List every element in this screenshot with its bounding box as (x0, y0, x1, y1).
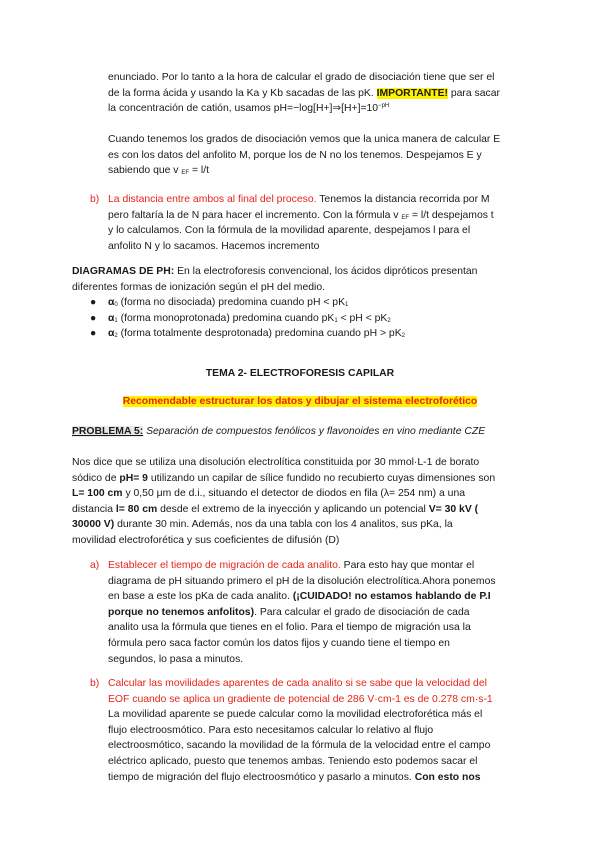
list-marker-b: b) (90, 194, 100, 205)
bullet-icon: ● (90, 297, 97, 308)
subscript: 2 (387, 317, 391, 324)
text-span: desde el extremo de la inyección y aplicando un potencial (160, 503, 426, 515)
text-span: (forma monoprotonada) predomina cuando pK (120, 312, 335, 324)
text-span: < pH < pK (340, 312, 388, 324)
text-line (108, 692, 528, 708)
bold-value: pH= 9 (119, 472, 148, 484)
text-span: anfolito N y lo sacamos. Hacemos incremento (108, 240, 320, 252)
text-line (108, 676, 528, 692)
tema-title: TEMA 2- ELECTROFORESIS CAPILAR (205, 368, 395, 379)
text-span: utilizando un capilar de sílice fundido no recubierto cuyas dimensiones son (150, 472, 496, 484)
text-span: durante 30 min. Además, nos da una tabla con los 4 analitos, sus pKa, la (117, 519, 453, 531)
section-tema (72, 366, 528, 382)
text-span: segundos, lo pasa a minutos. (108, 653, 244, 665)
subscript: EF (181, 170, 190, 177)
text-span: y 0,50 μm de d.i., situando el detector de diodos en fila (λ= 254 nm) a una (125, 488, 465, 500)
text-line (108, 101, 528, 117)
red-heading: Establecer el tiempo de migración de cada analito. (108, 560, 341, 571)
text-line (108, 239, 528, 255)
text-line (108, 70, 528, 86)
recommend-line (72, 394, 528, 410)
text-line (108, 86, 528, 102)
text-line (72, 471, 528, 487)
bold-warning: porque no tenemos anfolitos) (108, 606, 255, 618)
text-span: = l/t (191, 165, 209, 177)
text-span: electroosmótico, sacando la movilidad de la fórmula de la velocidad entre el campo (108, 740, 491, 752)
text-line (108, 707, 528, 723)
text-line (72, 517, 528, 533)
paragraph-enunciado (108, 70, 528, 117)
list-item (90, 326, 528, 342)
text-line (108, 605, 528, 621)
text-span: (forma totalmente desprotonada) predomina cuando pH > pK (120, 328, 402, 340)
text-span: sódico de (72, 472, 117, 484)
list-marker-b2: b) (90, 678, 100, 689)
text-span: enunciado. Por lo tanto a la hora de calcular el grado de disociación tiene que ser el (108, 72, 495, 83)
text-line (108, 558, 528, 574)
text-line (108, 738, 528, 754)
important-highlight: IMPORTANTE! (376, 87, 448, 99)
subscript: 1 (334, 317, 338, 324)
text-line (72, 455, 528, 471)
alpha-symbol: α (108, 328, 115, 340)
red-heading: Calcular las movilidades aparentes de cada analito si se sabe que la velocidad del (108, 678, 487, 689)
item-b-movilidades (108, 676, 528, 785)
text-line (108, 652, 528, 668)
text-span: tiempo de migración del flujo electroosmótico y pasarlo a minutos. (108, 771, 412, 783)
text-span: de la forma ácida y usando la Ka y Kb sacadas de las pK. (108, 87, 374, 99)
text-line (72, 486, 528, 502)
text-line (72, 424, 528, 440)
text-line (108, 636, 528, 652)
subscript: 0 (114, 302, 118, 308)
subscript: EF (401, 214, 410, 221)
text-span: Nos dice que se utiliza una disolución electrolítica constituida por 30 mmol·L-1 de borato (72, 457, 480, 468)
text-span: Cuando tenemos los grados de disociación vemos que la unica manera de calcular E (108, 134, 501, 145)
text-line (108, 770, 528, 786)
bullet-list (90, 295, 528, 342)
bold-value: 30000 V) (72, 519, 115, 531)
text-line (108, 754, 528, 770)
text-line (72, 394, 528, 410)
text-line (72, 264, 528, 280)
bold-warning: (¡CUIDADO! no estamos hablando de P.I (292, 591, 491, 603)
bold-value: l= 80 cm (115, 503, 158, 515)
subscript: 2 (114, 333, 118, 340)
alpha-symbol: α (108, 312, 115, 324)
text-span: la concentración de catión, usamos pH=−log[H+]⇒[H+]=10 (108, 103, 379, 115)
text-span: (forma no disociada) predomina cuando pH < pK (120, 297, 346, 308)
bullet-icon: ● (90, 312, 97, 324)
item-b-distancia (108, 192, 528, 254)
text-span: flujo electroosmótico. Para esto necesitamos calcular lo relativo al flujo (108, 724, 434, 736)
text-line (108, 163, 528, 179)
text-span: eléctrico aplicado, puesto que tenemos ambas. Teniendo esto podemos sacar el (108, 755, 478, 767)
bold-value: Con esto nos (414, 771, 481, 783)
text-span: en base a este los pKa de cada analito. (108, 591, 290, 603)
text-line (108, 574, 528, 590)
text-span: diagrama de pH situando primero el pH de la disolución electrolítica.Ahora ponemos (108, 575, 496, 587)
bold-value: V= 30 kV ( (428, 503, 479, 515)
paragraph-statement (72, 455, 528, 549)
text-span: movilidad electroforética y sus coeficientes de difusión (D) (72, 534, 340, 546)
subscript: 2 (401, 333, 405, 340)
text-span: pero faltaría la de N para hacer el incremento. Con la fórmula v (108, 209, 399, 221)
page-title (72, 366, 528, 382)
text-line (108, 148, 528, 164)
text-line (72, 280, 528, 296)
list-item (90, 295, 528, 311)
text-line (108, 589, 528, 605)
text-span: Para esto hay que montar el (343, 560, 475, 571)
list-marker-a: a) (90, 560, 100, 571)
subscript: 1 (114, 317, 118, 324)
problem-description: Separación de compuestos fenólicos y flavonoides en vino mediante CZE (146, 426, 486, 437)
text-span: fórmula pero saca factor común los datos fijos y cuando tiene el tiempo en (108, 637, 450, 649)
text-line (108, 620, 528, 636)
text-span: = l/t despejamos t (411, 209, 494, 221)
text-span: para sacar (450, 87, 500, 99)
superscript: −pH (378, 103, 390, 110)
text-line (108, 223, 528, 239)
list-item (90, 311, 528, 327)
text-span: . Para calcular el grado de disociación de cada (254, 606, 470, 618)
alpha-symbol: α (108, 297, 115, 308)
paragraph-grados (108, 132, 528, 179)
subscript: 1 (345, 302, 349, 308)
text-line (108, 192, 528, 208)
item-a-tiempo (108, 558, 528, 667)
text-line (108, 723, 528, 739)
text-span: distancia (72, 503, 114, 515)
red-heading: La distancia entre ambos al final del proceso. (108, 194, 317, 205)
text-span: En la electroforesis convencional, los ácidos dipróticos presentan (177, 266, 478, 277)
problem-header (72, 424, 528, 440)
text-span: analito usa la fórmula que tienes en el folio. Para el tiempo de migración usa la (108, 622, 471, 634)
text-line (72, 533, 528, 549)
section-title: DIAGRAMAS DE PH: (72, 266, 175, 277)
recommend-highlight: Recomendable estructurar los datos y dibujar el sistema electroforético (122, 396, 478, 407)
bullet-icon: ● (90, 328, 97, 340)
section-diagramas (72, 264, 528, 295)
text-span: es con los datos del anfolito M, porque los de N no los tenemos. Despejamos E y (108, 149, 482, 161)
text-span: diferentes formas de ionización según el pH del medio. (72, 281, 325, 293)
problem-label: PROBLEMA 5: (72, 426, 144, 437)
text-line (108, 208, 528, 224)
text-line (108, 132, 528, 148)
text-span: Tenemos la distancia recorrida por M (319, 194, 490, 205)
text-span: sabiendo que v (108, 165, 179, 177)
text-line (72, 502, 528, 518)
text-span: y lo calculamos. Con la fórmula de la movilidad aparente, despejamos l para el (108, 225, 471, 237)
bold-value: L= 100 cm (72, 488, 123, 500)
text-span: La movilidad aparente se puede calcular como la movilidad electroforética más el (108, 709, 483, 721)
red-heading: EOF cuando se aplica un gradiente de potencial de 286 V·cm-1 es de 0.278 cm·s-1 (108, 693, 493, 705)
